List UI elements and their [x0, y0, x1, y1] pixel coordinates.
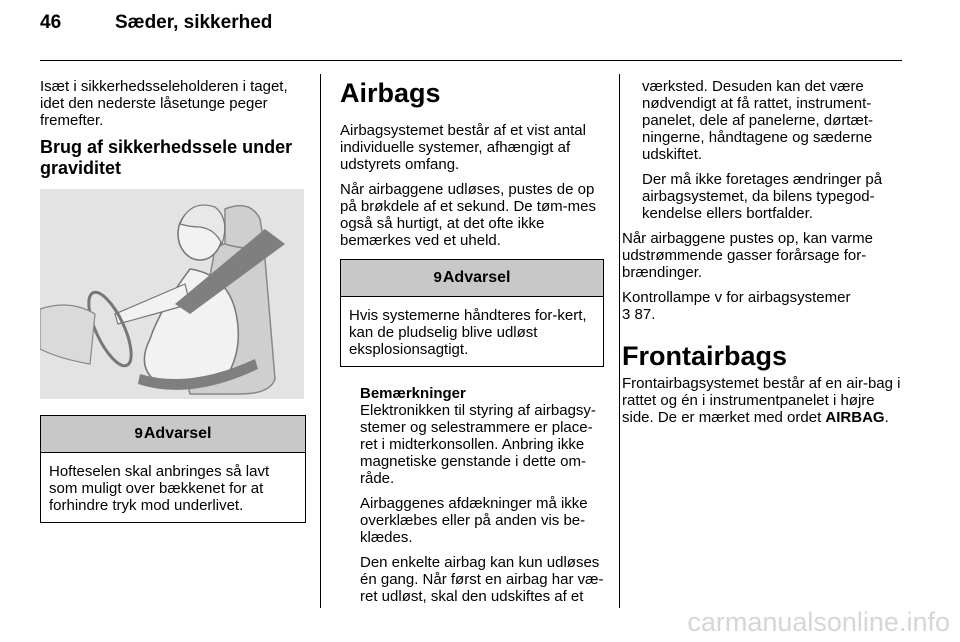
intro-paragraph: Isæt i sikkerhedsseleholderen i taget, idet den nederste låsetunge peger fremefter. [40, 78, 288, 129]
warning-box-2 [340, 259, 604, 367]
column-2 [340, 78, 604, 613]
airbags-heading: Airbags [340, 78, 441, 108]
airbags-paragraph-2: Når airbaggene udløses, pustes de op på brøkdele af et sekund. De tøm-mes også så hurtigt, at det ofte ikke bemærkes ved et uheld. [340, 181, 596, 249]
notes-continued-2: Der må ikke foretages ændringer på airbagsystemet, da bilens typegod-kendelse ellers bortfalder. [642, 171, 883, 222]
page-reference: 3 87. [622, 306, 656, 323]
notes-paragraph-3: Den enkelte airbag kan kun udløses én gang. Når først en airbag har væ-ret udløst, skal den udskiftes af et [360, 554, 604, 605]
watermark: carmanualsonline.info [687, 607, 950, 637]
warning-header [41, 416, 305, 453]
warning-header [341, 260, 603, 297]
warning-title: Advarsel [442, 269, 511, 286]
airbags-paragraph-1: Airbagsystemet består af et vist antal individuelle systemer, afhængigt af udstyrets omfang. [340, 122, 586, 173]
airbag-marking: AIRBAG [825, 409, 885, 426]
warning-title: Advarsel [143, 425, 212, 442]
header-rule [40, 60, 902, 61]
airbag-lamp-icon: v [714, 289, 723, 306]
frontairbags-heading: Frontairbags [622, 341, 788, 371]
warning-body: Hvis systemerne håndteres for-kert, kan de pludselig blive udløst eksplosionsagtigt. [349, 307, 587, 358]
warning-box-1 [40, 415, 306, 523]
notes-paragraph-2: Airbaggenes afdækninger må ikke overklæbes eller på anden vis be-klædes. [360, 495, 588, 546]
column-divider-1 [320, 74, 321, 608]
section-title: Sæder, sikkerhed [115, 12, 273, 33]
page-number: 46 [40, 12, 62, 33]
warning-triangle-icon: 9 [433, 269, 442, 286]
column-1 [40, 78, 306, 533]
notes-block [340, 385, 604, 605]
pregnant-woman-seatbelt-illustration [40, 189, 304, 399]
column-3 [622, 78, 906, 434]
pregnancy-heading: Brug af sikkerhedssele under graviditet [40, 137, 293, 178]
notes-paragraph-1: Elektronikken til styring af airbagsy-stemer og selestrammere er place-ret i midterkonsollen. Anbring ikke magnetiske genstande i dette om-råde. [360, 402, 596, 487]
control-lamp-paragraph: Kontrollampe v for airbagsystemer 3 87. [622, 289, 851, 323]
frontairbags-paragraph: Frontairbagsystemet består af en air-bag i rattet og én i instrumentpanelet i højre side. De er mærket med ordet AIRBAG. [622, 375, 901, 426]
notes-continued [622, 78, 906, 222]
burn-warning-paragraph: Når airbaggene pustes op, kan varme udstrømmende gasser forårsage for-brændinger. [622, 230, 873, 281]
notes-title: Bemærkninger [360, 385, 466, 402]
notes-continued-1: værksted. Desuden kan det være nødvendigt at få rattet, instrument-panelet, dele af panelerne, dørtæt-ningerne, håndtagene og sæderne udskiftet. [642, 78, 873, 163]
warning-triangle-icon: 9 [134, 425, 143, 442]
warning-body: Hofteselen skal anbringes så lavt som muligt over bækkenet for at forhindre tryk mod underlivet. [49, 463, 270, 514]
column-divider-2 [619, 74, 620, 608]
